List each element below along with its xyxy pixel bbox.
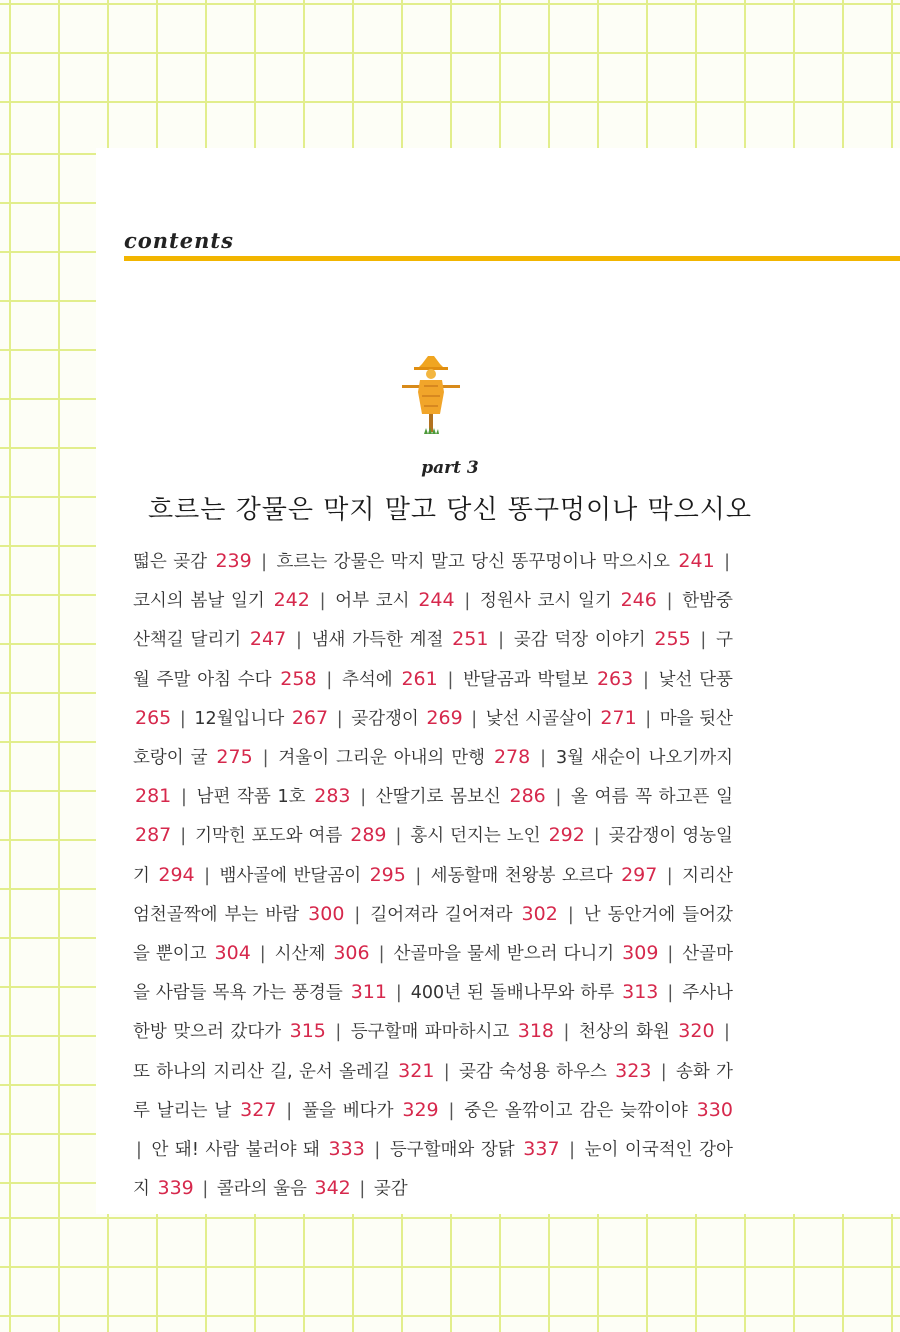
- toc-entry: [151, 1140, 364, 1160]
- toc-entry: [579, 1022, 715, 1042]
- toc-entry-page: 271: [600, 706, 637, 729]
- toc-separator: |: [295, 630, 302, 651]
- toc-entry-title: 눈이 이국적인 강아지: [133, 1140, 733, 1200]
- toc-separator: |: [471, 708, 478, 729]
- toc-entry: [275, 944, 370, 964]
- toc-entry: [302, 1098, 439, 1121]
- toc-entry-page: 313: [622, 981, 659, 1004]
- toc-entry-title: 천상의 화원: [578, 1022, 670, 1043]
- toc-entry-title: 곶감: [373, 1179, 408, 1200]
- toc-separator: |: [360, 787, 367, 808]
- toc-entry: [276, 552, 714, 572]
- toc-separator: |: [666, 865, 673, 886]
- toc-entry-page: 315: [289, 1020, 326, 1043]
- toc-separator: |: [180, 787, 187, 808]
- scarecrow-illustration: [398, 352, 464, 440]
- toc-entry-page: 242: [273, 589, 310, 612]
- toc-entry-page: 244: [418, 589, 455, 612]
- toc-entry-title: 구월 주말 아침 수다: [133, 630, 733, 690]
- toc-separator: |: [498, 630, 505, 651]
- toc-entry-page: 306: [333, 942, 370, 965]
- toc-list: [133, 542, 733, 1208]
- toc-entry: [312, 630, 489, 650]
- toc-entry-page: 294: [158, 863, 195, 886]
- toc-entry-page: 311: [350, 981, 387, 1004]
- toc-entry-page: 304: [214, 942, 251, 965]
- grid-paper-left: [0, 150, 96, 1220]
- toc-entry-page: 302: [521, 902, 558, 925]
- toc-entry-page: 333: [328, 1138, 365, 1161]
- toc-entry-title: 곶감 덕장 이야기: [513, 630, 646, 651]
- toc-entry-page: 265: [135, 706, 172, 729]
- toc-entry-title: 홍시 던지는 노인: [410, 826, 541, 847]
- toc-entry: [458, 1059, 652, 1082]
- toc-entry: [370, 902, 558, 925]
- toc-separator: |: [378, 944, 385, 965]
- toc-entry-page: 323: [615, 1059, 652, 1082]
- toc-separator: |: [464, 591, 471, 612]
- toc-entry-page: 289: [350, 824, 387, 847]
- toc-entry-title: 곶감쟁이: [351, 708, 419, 729]
- toc-entry-title: 또 하나의 지리산 길, 운서 올레길: [133, 1061, 390, 1082]
- toc-entry-page: 309: [622, 942, 659, 965]
- toc-separator: |: [326, 669, 333, 690]
- toc-entry-page: 275: [216, 746, 253, 769]
- toc-entry-title: 냄새 가득한 계절: [311, 630, 444, 651]
- toc-separator: |: [667, 944, 674, 965]
- toc-entry-page: 327: [240, 1098, 277, 1121]
- toc-separator: |: [443, 1061, 450, 1082]
- toc-entry: [217, 1179, 351, 1199]
- toc-entry-title: 중은 올깎이고 감은 늦깎이야: [464, 1100, 688, 1121]
- toc-separator: |: [136, 1140, 142, 1161]
- toc-entry: [133, 591, 310, 611]
- toc-entry: [278, 748, 530, 768]
- toc-separator: |: [567, 904, 574, 925]
- grid-paper-top: [0, 0, 900, 150]
- toc-separator: |: [335, 1022, 342, 1043]
- toc-separator: |: [262, 748, 269, 769]
- toc-entry-page: 297: [621, 863, 658, 886]
- contents-rule: [124, 256, 900, 261]
- grid-paper-bottom: [0, 1214, 900, 1332]
- part-title: 흐르는 강물은 막지 말고 당신 똥구멍이나 막으시오: [147, 495, 753, 525]
- toc-separator: |: [724, 552, 730, 572]
- toc-entry: [390, 1140, 560, 1160]
- toc-entry-page: 318: [517, 1020, 555, 1043]
- toc-entry: [485, 706, 637, 729]
- toc-entry-page: 287: [135, 824, 172, 847]
- toc-separator: |: [593, 826, 600, 847]
- toc-entry: [463, 667, 634, 690]
- toc-entry-title: 송화 가루 날리는 날: [133, 1061, 733, 1121]
- toc-entry-title: 산골마을 물세 받으러 다니기: [393, 944, 615, 965]
- toc-separator: |: [660, 1061, 667, 1082]
- toc-separator: |: [319, 591, 326, 612]
- toc-separator: |: [180, 826, 187, 847]
- toc-entry-page: 320: [678, 1020, 715, 1043]
- part-label: part 3: [421, 458, 479, 478]
- toc-separator: |: [555, 787, 562, 808]
- toc-entry-page: 263: [596, 667, 634, 690]
- toc-entry-title: 등구할매와 장닭: [389, 1140, 515, 1161]
- toc-entry: [133, 552, 252, 572]
- toc-entry-page: 267: [291, 706, 329, 729]
- toc-entry: [351, 1022, 554, 1042]
- toc-entry-page: 251: [452, 628, 489, 651]
- toc-entry-page: 330: [696, 1098, 733, 1121]
- toc-entry-page: 258: [280, 667, 317, 690]
- toc-separator: |: [569, 1140, 575, 1161]
- toc-entry-page: 241: [678, 550, 715, 572]
- toc-separator: |: [642, 669, 649, 690]
- toc-entry-page: 255: [654, 628, 691, 651]
- toc-separator: |: [666, 591, 673, 612]
- toc-entry-page: 261: [401, 667, 438, 690]
- toc-separator: |: [645, 708, 652, 729]
- toc-entry: [335, 591, 454, 611]
- toc-separator: |: [447, 669, 454, 690]
- toc-entry-title: 난 동안거에 들어갔을 뿐이고: [133, 904, 733, 965]
- toc-entry: [351, 706, 463, 729]
- toc-entry-title: 정원사 코시 일기: [480, 591, 612, 612]
- toc-entry: [480, 591, 657, 611]
- toc-entry: [219, 863, 406, 886]
- toc-separator: |: [179, 708, 186, 729]
- toc-entry-page: 286: [509, 785, 546, 808]
- toc-separator: |: [667, 983, 674, 1004]
- toc-entry-title: 남편 작품 1호: [196, 787, 306, 808]
- toc-entry: [514, 630, 691, 650]
- toc-entry-title: 세동할매 천왕봉 오르다: [430, 865, 613, 886]
- toc-entry-title: 기막힌 포도와 여름: [195, 826, 343, 847]
- toc-entry-title: 흐르는 강물은 막지 말고 당신 똥꾸멍이나 막으시오: [276, 552, 670, 572]
- toc-entry: [133, 1059, 435, 1082]
- toc-entry-title: 3월 새순이 나오기까지: [555, 748, 733, 769]
- toc-separator: |: [448, 1100, 455, 1121]
- toc-entry-title: 곶감쟁이 영농일기: [133, 826, 733, 886]
- toc-separator: |: [204, 865, 210, 886]
- toc-entry-page: 329: [402, 1098, 439, 1121]
- toc-entry-page: 246: [620, 589, 657, 612]
- toc-separator: |: [336, 708, 343, 729]
- toc-entry: [195, 826, 386, 846]
- toc-separator: |: [415, 865, 422, 886]
- toc-separator: |: [261, 552, 268, 572]
- toc-entry-page: 247: [249, 628, 287, 651]
- toc-entry-title: 반달곰과 박털보: [463, 669, 589, 690]
- toc-separator: |: [374, 1140, 381, 1161]
- toc-entry-page: 269: [426, 706, 463, 729]
- toc-entry-title: 곶감 숙성용 하우스: [458, 1061, 607, 1082]
- toc-entry-title: 코시의 봄날 일기: [133, 591, 265, 612]
- toc-entry-page: 292: [548, 824, 585, 847]
- toc-entry-title: 풀을 베다가: [302, 1100, 394, 1121]
- toc-entry-page: 278: [493, 746, 531, 769]
- toc-entry-page: 239: [215, 550, 252, 572]
- toc-entry-title: 등구할매 파마하시고: [350, 1022, 510, 1043]
- toc-entry: [411, 983, 659, 1003]
- toc-entry-title: 400년 된 돌배나무와 하루: [410, 983, 615, 1004]
- toc-entry: [197, 787, 351, 807]
- toc-entry: [376, 787, 546, 807]
- toc-entry-title: 어부 코시: [335, 591, 410, 612]
- toc-entry-page: 300: [308, 902, 345, 925]
- toc-separator: |: [202, 1179, 209, 1200]
- toc-entry-page: 281: [135, 785, 172, 808]
- toc-entry-title: 추석에: [341, 669, 393, 690]
- toc-entry-title: 낯선 시골살이: [485, 708, 593, 729]
- toc-entry: [410, 826, 584, 846]
- toc-separator: |: [286, 1100, 293, 1121]
- toc-entry-title: 12월입니다: [194, 708, 285, 729]
- toc-entry-page: 342: [314, 1177, 351, 1200]
- toc-entry-title: 떫은 곶감: [133, 552, 208, 572]
- toc-entry: [341, 667, 438, 690]
- toc-separator: |: [359, 1179, 366, 1200]
- toc-entry-title: 안 돼! 사람 불러야 돼: [151, 1140, 320, 1161]
- toc-separator: |: [723, 1022, 730, 1043]
- toc-entry-title: 뱀사골에 반달곰이: [219, 865, 362, 886]
- toc-entry-title: 산딸기로 몸보신: [375, 787, 501, 808]
- toc-entry-page: 339: [157, 1177, 194, 1200]
- toc-entry-title: 길어져라 길어져라: [370, 904, 513, 925]
- toc-entry: [374, 1179, 408, 1199]
- toc-separator: |: [395, 983, 402, 1004]
- toc-entry-title: 산골마을 사람들 목욕 가는 풍경들: [133, 944, 733, 1004]
- toc-separator: |: [354, 904, 361, 925]
- toc-entry: [393, 944, 658, 964]
- toc-entry-title: 지리산 엄천골짝에 부는 바람: [133, 865, 733, 925]
- toc-entry-page: 283: [314, 785, 351, 808]
- toc-entry: [430, 863, 658, 886]
- toc-entry: [194, 706, 329, 729]
- toc-entry-title: 올 여름 꼭 하고픈 일: [571, 787, 733, 808]
- toc-entry-title: 낯선 단풍: [658, 669, 733, 690]
- toc-entry-title: 콜라의 울음: [216, 1179, 307, 1200]
- toc-entry: [464, 1098, 733, 1121]
- toc-entry-title: 한밤중 산책길 달리기: [133, 591, 733, 651]
- toc-entry-title: 주사나 한방 맞으러 갔다가: [133, 983, 733, 1043]
- toc-entry-title: 겨울이 그리운 아내의 만행: [278, 748, 486, 769]
- toc-entry-page: 321: [398, 1059, 435, 1082]
- toc-separator: |: [259, 944, 266, 965]
- toc-separator: |: [395, 826, 402, 847]
- toc-entry-page: 295: [369, 863, 406, 886]
- toc-entry-title: 마을 뒷산 호랑이 굴: [133, 708, 733, 769]
- contents-heading: contents: [124, 228, 234, 253]
- toc-separator: |: [563, 1022, 570, 1043]
- toc-entry-page: 337: [523, 1138, 560, 1161]
- toc-separator: |: [540, 748, 547, 769]
- toc-separator: |: [700, 630, 707, 651]
- toc-entry-title: 시산제: [274, 944, 326, 965]
